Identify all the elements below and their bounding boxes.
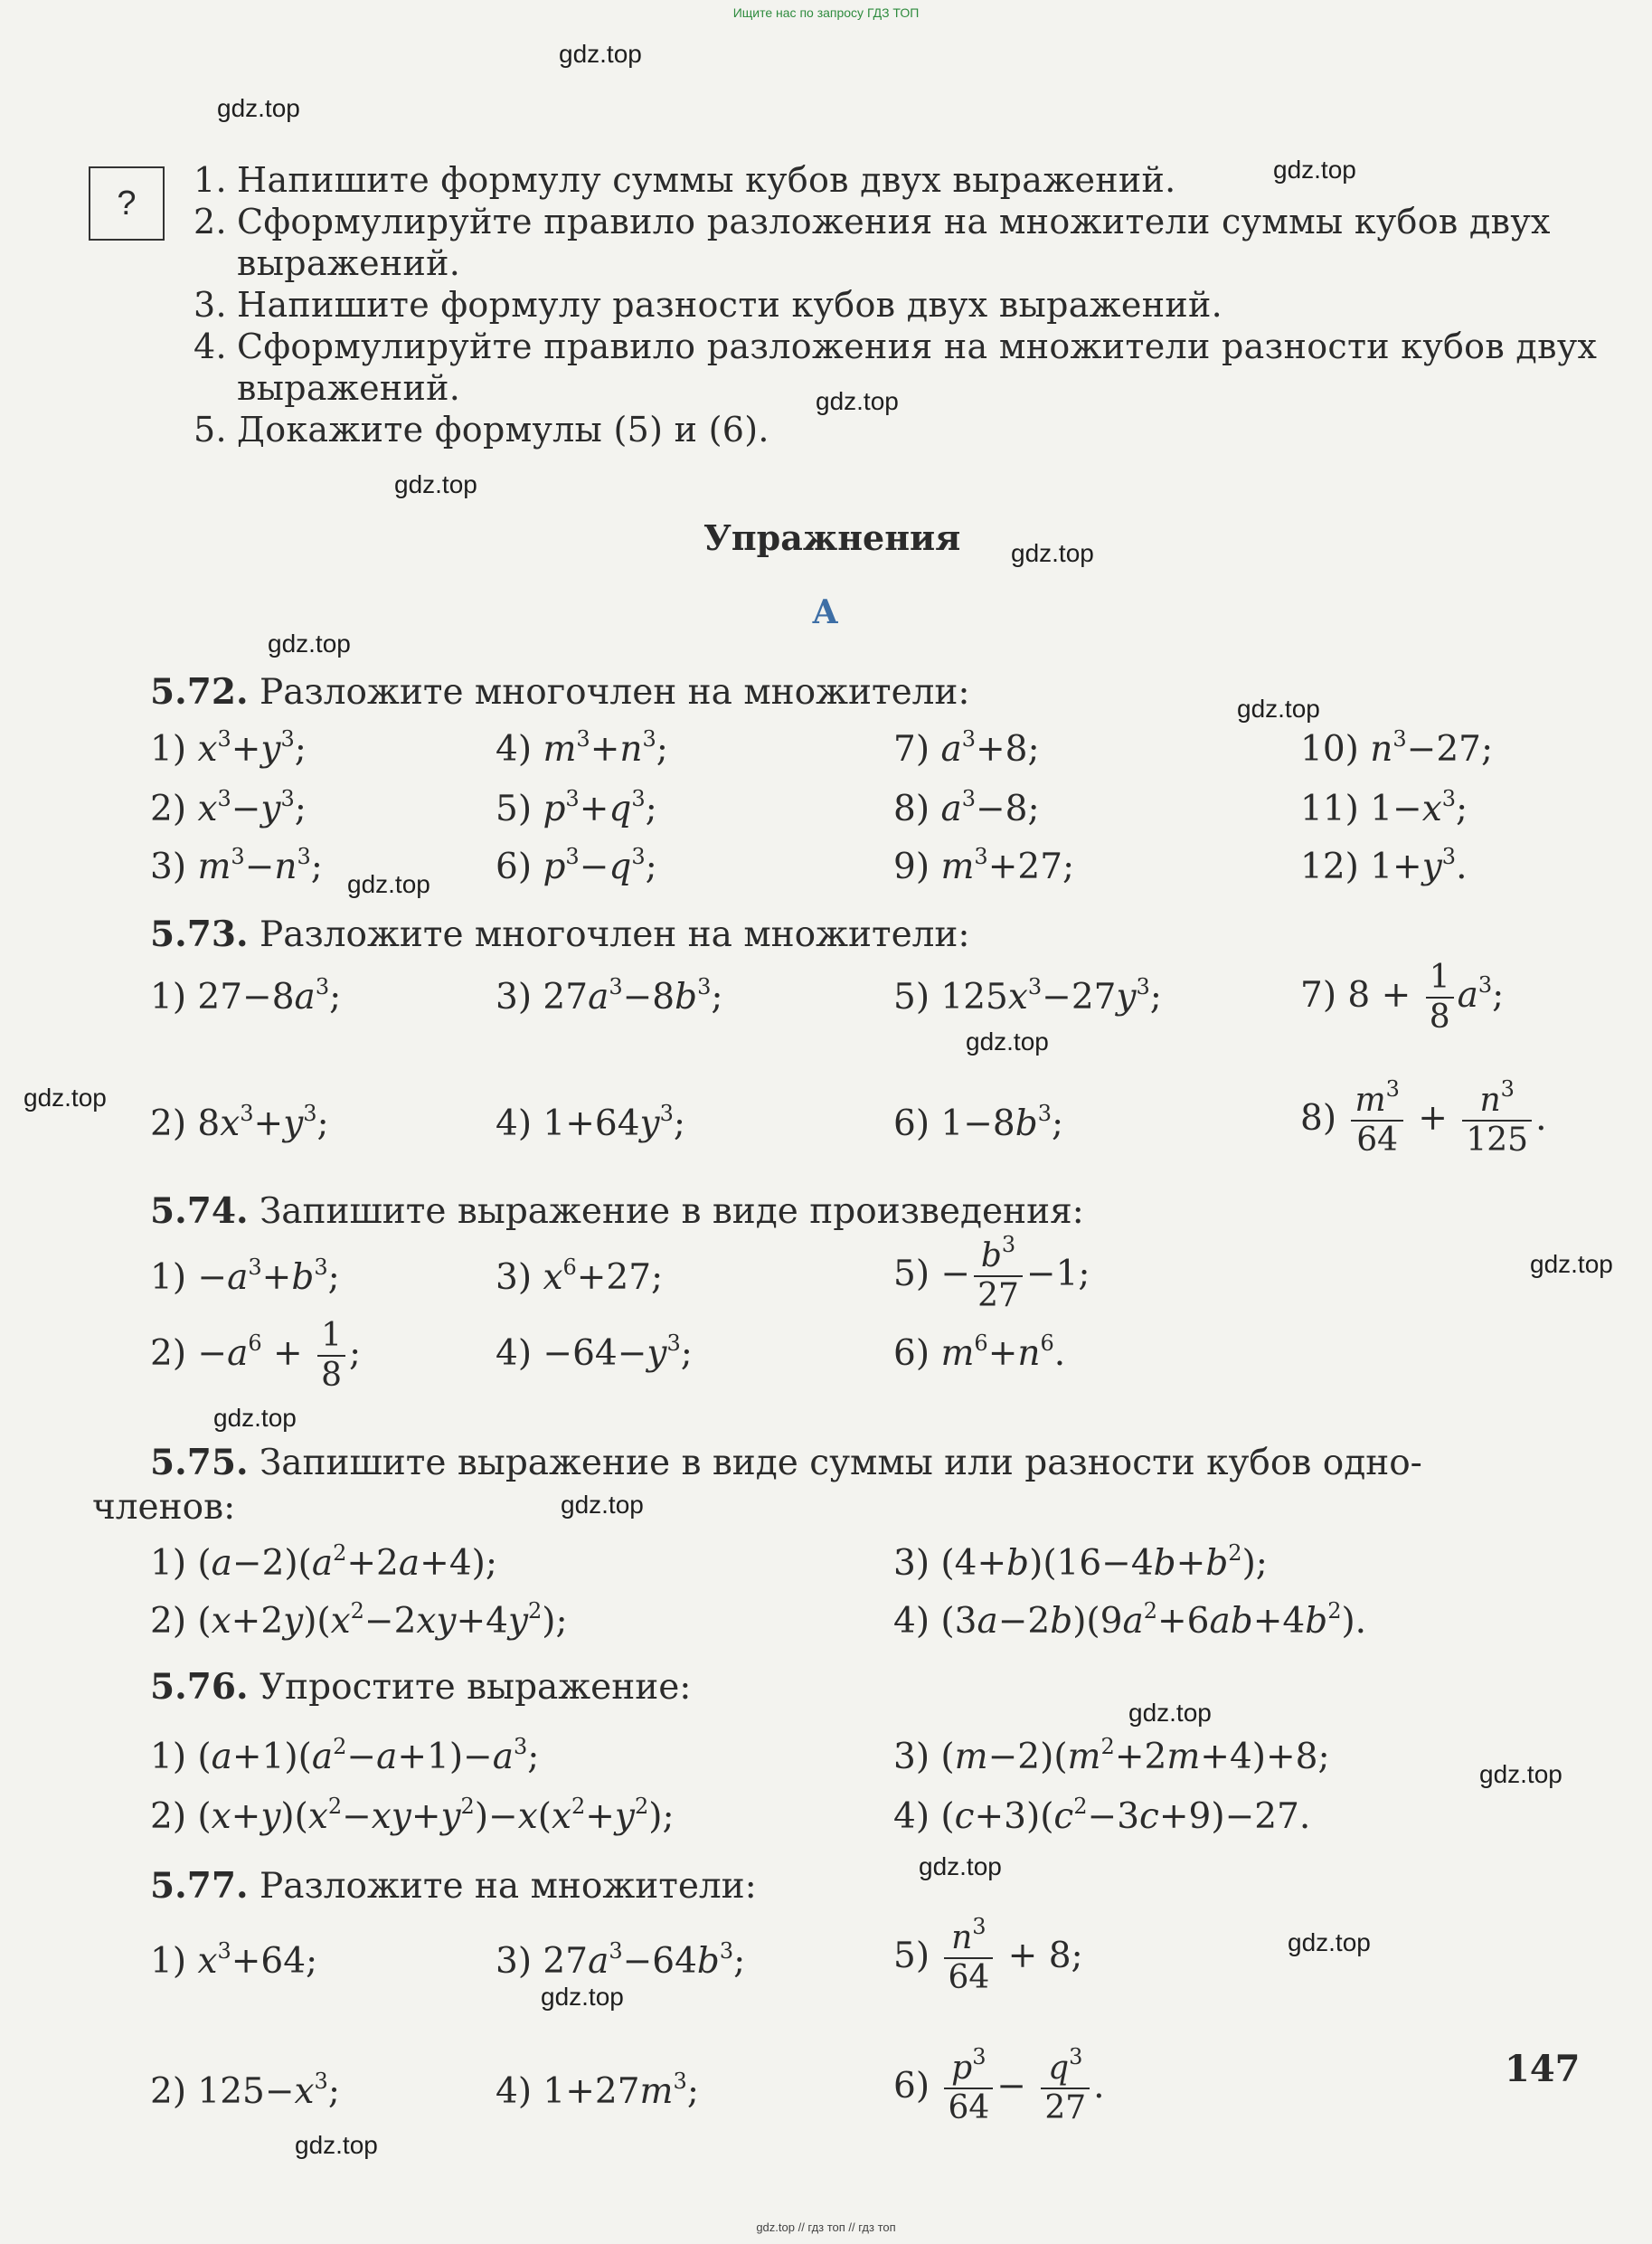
task-5-72: 5.72. Разложите многочлен на множители: <box>150 671 970 713</box>
exercise-row: 1) $x^3+64$; 3) $27a^3-64b^3$; 5) $\frac{n^3}{64}$ + 8; <box>150 1914 1083 1996</box>
watermark: gdz.top <box>966 1027 1049 1056</box>
task-5-76: 5.76. Упростите выражение: <box>150 1666 692 1708</box>
watermark: gdz.top <box>394 470 477 498</box>
watermark: gdz.top <box>1273 156 1356 184</box>
question-4: 4. Сформулируйте правило разложения на множители разности кубов двух <box>194 327 1598 366</box>
exercise-row: 1) $27-8a^3$; 3) $27a^3-8b^3$; 5) $125x^3-27y^3$; 7) 8 + $\frac{1}{8}$ $a^3$; <box>150 959 1505 1036</box>
watermark: gdz.top <box>1237 695 1320 723</box>
exercise-row: $2) -a^6$ + $\frac{1}{8}$ ; $4) -64-y^3$; 6) $m^6+n^6$. <box>150 1317 1066 1394</box>
exercise-row: 2) $(x+2y)(x^2-2xy+4y^2)$; 4) $(3a-2b)(9a^2+6ab+4b^2)$. <box>150 1598 1367 1642</box>
exercise-row: 1) $x^3+y^3$; 4) $m^3+n^3$; 7) $a^3+8$; 10) $n^3-27$; <box>150 726 1494 770</box>
question-3: 3. Напишите формулу разности кубов двух выражений. <box>194 285 1222 325</box>
task-5-77: 5.77. Разложите на множители: <box>150 1865 757 1907</box>
watermark: gdz.top <box>561 1491 644 1519</box>
watermark: gdz.top <box>295 2131 378 2159</box>
question-mark-icon: ? <box>89 166 165 241</box>
question-4-cont: выражений. <box>237 368 461 408</box>
top-banner: Ищите нас по запросу ГДЗ ТОП <box>732 5 920 20</box>
task-5-74: 5.74. Запишите выражение в виде произведения: <box>150 1190 1084 1232</box>
task-5-75: 5.75. Запишите выражение в виде суммы или разности кубов одно- <box>150 1442 1422 1483</box>
watermark: gdz.top <box>1479 1760 1562 1788</box>
exercise-row: $1) -a^3+b^3$; 3) $x^6+27$; 5) − $\frac{b^3}{27}$ −1; <box>150 1232 1090 1314</box>
question-2-cont: выражений. <box>237 243 461 283</box>
watermark: gdz.top <box>1011 539 1094 567</box>
watermark: gdz.top <box>217 94 300 122</box>
watermark: gdz.top <box>268 630 351 658</box>
watermark: gdz.top <box>213 1404 297 1432</box>
question-5: 5. Докажите формулы (5) и (6). <box>194 410 769 450</box>
exercise-row: 1) $(a+1)(a^2-a+1)-a^3$; 3) $(m-2)(m^2+2m+4)+8$; <box>150 1734 1330 1777</box>
watermark: gdz.top <box>24 1084 107 1112</box>
watermark: gdz.top <box>919 1852 1002 1880</box>
exercise-row: 2) $(x+y)(x^2-xy+y^2)-x(x^2+y^2)$; 4) $(c+3)(c^2-3c+9)-27$. <box>150 1794 1311 1837</box>
watermark: gdz.top <box>541 1983 624 2011</box>
exercise-row: 2) $x^3-y^3$; 5) $p^3+q^3$; 8) $a^3-8$; 11) $1-x^3$; <box>150 786 1468 829</box>
bottom-banner: gdz.top // гдз топ // гдз топ <box>756 2220 896 2234</box>
watermark: gdz.top <box>1530 1250 1613 1278</box>
section-level: А <box>812 593 839 631</box>
page-number: 147 <box>1505 2048 1581 2090</box>
section-title: Упражнения <box>703 517 961 558</box>
task-5-73: 5.73. Разложите многочлен на множители: <box>150 914 970 955</box>
exercise-row: 1) $(a-2)(a^2+2a+4)$; 3) $(4+b)(16-4b+b^2)$; <box>150 1540 1268 1584</box>
exercise-row: 2) $8x^3+y^3$; 4) $1+64y^3$; 6) $1-8b^3$; 8) $\frac{m^3}{64}$ + $\frac{n^3}{125}$ . <box>150 1076 1547 1159</box>
watermark: gdz.top <box>816 387 899 415</box>
exercise-row: 2) $125-x^3$; 4) $1+27m^3$; 6) $\frac{p^3}{64}$ − $\frac{q^3}{27}$ . <box>150 2044 1105 2126</box>
watermark: gdz.top <box>1128 1699 1212 1727</box>
watermark: gdz.top <box>347 870 430 898</box>
watermark: gdz.top <box>559 40 642 68</box>
exercise-row: 3) $m^3-n^3$; 6) $p^3-q^3$; 9) $m^3+27$; 12) $1+y^3$. <box>150 844 1468 887</box>
question-1: 1. Напишите формулу суммы кубов двух выражений. <box>194 160 1176 200</box>
question-2: 2. Сформулируйте правило разложения на множители суммы кубов двух <box>194 202 1551 241</box>
watermark: gdz.top <box>1288 1928 1371 1956</box>
task-5-75-cont: членов: <box>92 1487 236 1528</box>
